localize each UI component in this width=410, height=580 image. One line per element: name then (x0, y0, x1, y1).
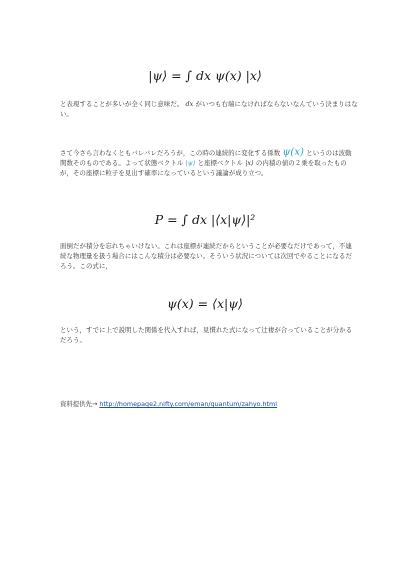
paragraph-integral-note: 面倒だが積分を忘れちゃいけない。これは座標が連続だからということが必要なだけであって，不連続な物理量を扱う場合にはこんな積分は必要ない。そういう状況については次回でやることになるだろう。この式に， (60, 242, 352, 270)
paragraph-wavefunction (60, 148, 358, 178)
paragraph-text: さて今さら言わなくともバレバレだろうが，この時の連続的に変化する係数 (60, 149, 281, 157)
inline-math-dx: dx (185, 100, 194, 108)
equation-ket-expansion: |ψ⟩ = ∫ dx ψ(x) |x⟩ (148, 68, 262, 83)
inline-math-ket-psi: |ψ⟩ (185, 159, 196, 167)
reference-line (60, 399, 277, 408)
reference-link[interactable]: http://homepage2.nifty.com/eman/quantum/zahyo.html (99, 400, 278, 408)
equation-wavefunction-inner-product: ψ(x) = ⟨x|ψ⟩ (167, 296, 243, 311)
paragraph-text: の内積の値の２乗を取ったものが，その座標に粒子を見出す確率になっているという議論が成り立つ。 (60, 159, 347, 177)
inline-math-ket-x: |x⟩ (245, 159, 254, 167)
reference-label: 資料提供先→ (60, 400, 98, 408)
inline-math-psi-x: ψ(x) (282, 147, 305, 158)
paragraph-expansion-note (60, 99, 358, 119)
paragraph-conclusion: という，すでに上で説明した関係を代入すれば，見慣れた式になって辻褄が合っていることが分かるだろう。 (60, 326, 353, 344)
equation-probability: P = ∫ dx |⟨x|ψ⟩|² (154, 212, 256, 227)
paragraph-text: というのは波動関数そのものである。よって状態ベクトル (60, 149, 352, 167)
paragraph-text: と表現することが多いが全く同じ意味だ。 (60, 100, 184, 108)
paragraph-text: がいつも右端になければならないなんていう決まりはない。 (60, 100, 358, 118)
paragraph-text: と座標ベクトル (197, 159, 244, 167)
